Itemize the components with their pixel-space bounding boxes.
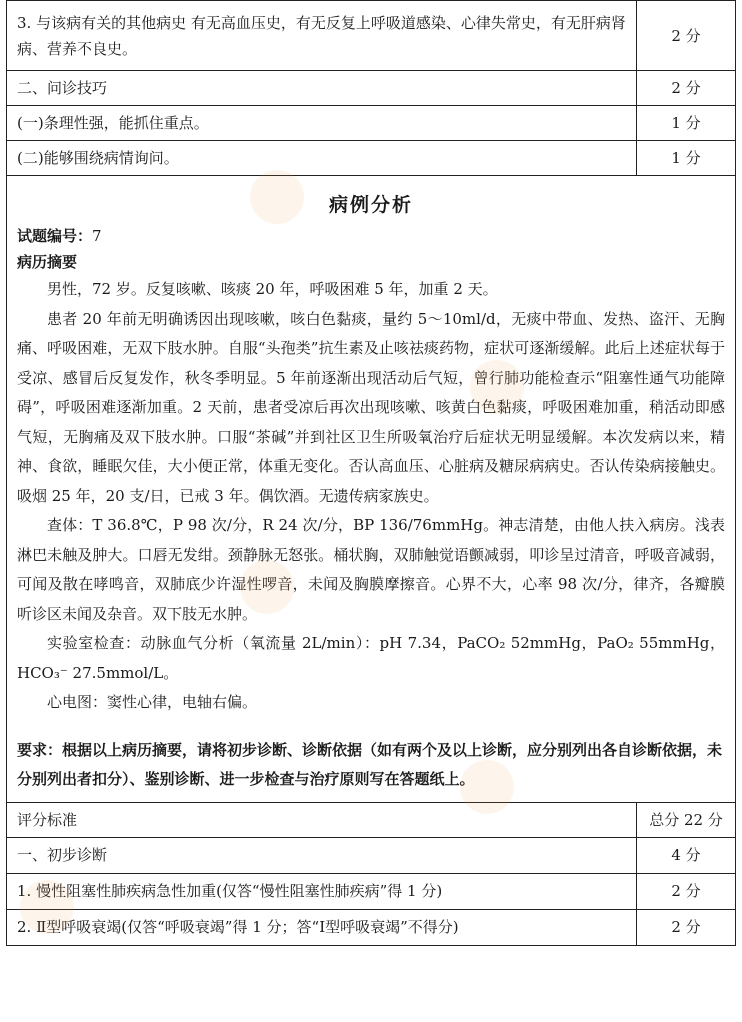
table-row: [7, 837, 736, 873]
score-cell: 1 分: [637, 141, 736, 176]
summary-label: 病历摘要: [17, 253, 78, 271]
document-page: [6, 0, 736, 1022]
ecg-paragraph: 心电图：窦性心律，电轴右偏。: [47, 693, 258, 711]
table-row: [7, 909, 736, 945]
bottom-scoring-table: [6, 802, 736, 946]
requirement-label: 要求：: [17, 740, 63, 759]
chief-complaint: 男性，72 岁。反复咳嗽、咳痰 20 年，呼吸困难 5 年，加重 2 天。: [47, 280, 498, 298]
criteria-text: (二)能够围绕病情询问。: [7, 141, 637, 176]
physical-exam-paragraph: 查体：T 36.8℃，P 98 次/分，R 24 次/分，BP 136/76mmHg。神志清楚，由他人扶入病房。浅表淋巴未触及肿大。口唇无发绀。颈静脉无怒张。桶状胸，双肺触觉语颤减弱，叩诊呈过清音，呼吸音减弱，可闻及散在哮鸣音，双肺底少许湿性啰音，未闻及胸膜摩擦音。心界不大，心率 98 次/分，律齐，各瓣膜听诊区未闻及杂音。双下肢无水肿。: [17, 516, 725, 623]
question-id: [17, 223, 725, 249]
case-title: 病例分析: [328, 194, 413, 216]
requirement-text: 根据以上病历摘要，请将初步诊断、诊断依据（如有两个及以上诊断，应分别列出各自诊断依据，未分别列出者扣分）、鉴别诊断、进一步检查与治疗原则写在答题纸上。: [17, 740, 723, 788]
criteria-text: 2. Ⅱ型呼吸衰竭(仅答“呼吸衰竭”得 1 分；答“Ⅰ型呼吸衰竭”不得分): [7, 909, 637, 945]
table-row: [7, 873, 736, 909]
table-row: [7, 141, 736, 176]
table-row: [7, 1, 736, 71]
score-cell: 2 分: [637, 71, 736, 106]
criteria-text: 二、问诊技巧: [7, 71, 637, 106]
criteria-text: 1. 慢性阻塞性肺疾病急性加重(仅答“慢性阻塞性肺疾病”得 1 分): [7, 873, 637, 909]
criteria-text: (一)条理性强，能抓住重点。: [7, 106, 637, 141]
criteria-header: 评分标准: [7, 802, 637, 837]
score-cell: 1 分: [637, 106, 736, 141]
question-id-value: 7: [92, 227, 102, 245]
top-scoring-table: [6, 0, 736, 176]
score-cell: 2 分: [637, 873, 736, 909]
case-section: [6, 176, 736, 802]
score-cell: 4 分: [637, 837, 736, 873]
table-row: [7, 802, 736, 837]
lab-paragraph: 实验室检查：动脉血气分析（氧流量 2L/min）：pH 7.34，PaCO₂ 52mmHg，PaO₂ 55mmHg，HCO₃⁻ 27.5mmol/L。: [17, 634, 725, 682]
requirement: [17, 736, 725, 800]
criteria-text: 3. 与该病有关的其他病史 有无高血压史，有无反复上呼吸道感染、心律失常史，有无肝病肾病、营养不良史。: [7, 1, 637, 71]
criteria-text: 一、初步诊断: [7, 837, 637, 873]
history-paragraph: 患者 20 年前无明确诱因出现咳嗽，咳白色黏痰，量约 5～10ml/d，无痰中带血、发热、盗汗、无胸痛、呼吸困难，无双下肢水肿。自服“头孢类”抗生素及止咳祛痰药物，症状可逐渐缓解。此后上述症状每于受凉、感冒后反复发作，秋冬季明显。5 年前逐渐出现活动后气短，曾行肺功能检查示“阻塞性通气功能障碍”，呼吸困难逐渐加重。2 天前，患者受凉后再次出现咳嗽、咳黄白色黏痰，呼吸困难加重，稍活动即感气短，无胸痛及双下肢水肿。口服“茶碱”并到社区卫生所吸氧治疗后症状无明显缓解。本次发病以来，精神、食欲，睡眠欠佳，大小便正常，体重无变化。否认高血压、心脏病及糖尿病病史。否认传染病接触史。吸烟 25 年，20 支/日，已戒 3 年。偶饮酒。无遗传病家族史。: [17, 309, 725, 505]
table-row: [7, 106, 736, 141]
table-row: [7, 71, 736, 106]
question-id-label: 试题编号：: [17, 227, 93, 245]
score-cell: 2 分: [637, 909, 736, 945]
total-score: 总分 22 分: [637, 802, 736, 837]
score-cell: 2 分: [637, 1, 736, 71]
